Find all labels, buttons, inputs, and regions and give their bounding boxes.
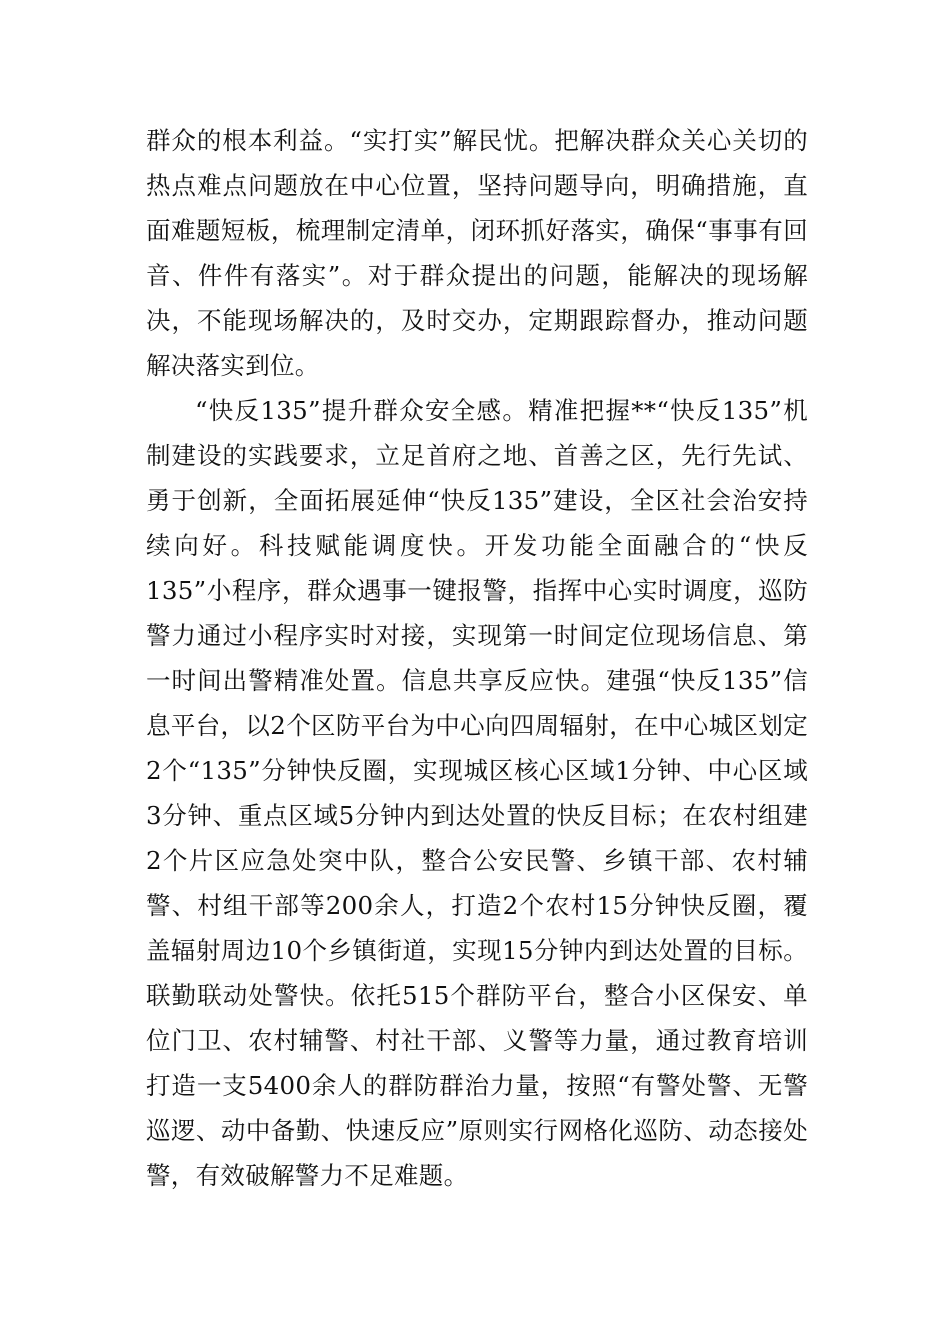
document-body (146, 118, 808, 1198)
paragraph-kuaifan-135: “快反135”提升群众安全感。精准把握**“快反135”机制建设的实践要求，立足首府之地、首善之区，先行先试、勇于创新，全面拓展延伸“快反135”建设，全区社会治安持续向好。科技赋能调度快。开发功能全面融合的“快反135”小程序，群众遇事一键报警，指挥中心实时调度，巡防警力通过小程序实时对接，实现第一时间定位现场信息、第一时间出警精准处置。信息共享反应快。建强“快反135”信息平台，以2个区防平台为中心向四周辐射，在中心城区划定2个“135”分钟快反圈，实现城区核心区域1分钟、中心区域3分钟、重点区域5分钟内到达处置的快反目标；在农村组建2个片区应急处突中队，整合公安民警、乡镇干部、农村辅警、村组干部等200余人，打造2个农村15分钟快反圈，覆盖辐射周边10个乡镇街道，实现15分钟内到达处置的目标。联勤联动处警快。依托515个群防平台，整合小区保安、单位门卫、农村辅警、村社干部、义警等力量，通过教育培训打造一支5400余人的群防群治力量，按照“有警处警、无警巡逻、动中备勤、快速反应”原则实行网格化巡防、动态接处警，有效破解警力不足难题。 (146, 396, 808, 1190)
paragraph-continuation: 群众的根本利益。“实打实”解民忧。把解决群众关心关切的热点难点问题放在中心位置，坚持问题导向，明确措施，直面难题短板，梳理制定清单，闭环抓好落实，确保“事事有回音、件件有落实”。对于群众提出的问题，能解决的现场解决，不能现场解决的，及时交办，定期跟踪督办，推动问题解决落实到位。 (146, 126, 808, 380)
